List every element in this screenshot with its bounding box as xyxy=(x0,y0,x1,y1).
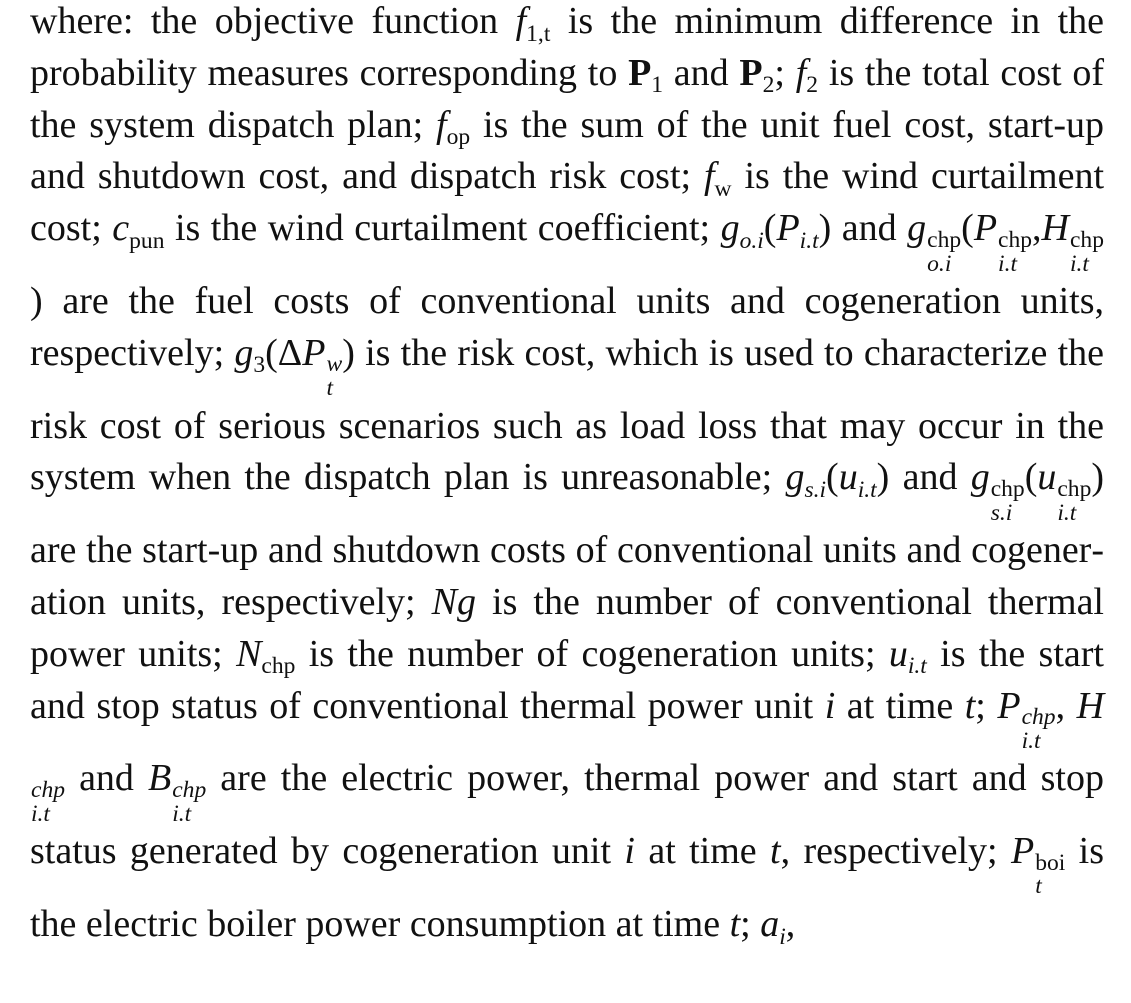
text-segment: is the total cost of the system dispatch plan; xyxy=(30,51,1104,146)
text-segment: is the electric boiler power consumption at time xyxy=(30,830,1104,945)
text-segment: is the number of cogeneration units; xyxy=(295,632,889,675)
text-segment: and xyxy=(663,51,740,94)
text-segment: are the fuel costs of conventional units and cogeneration units, respectively; xyxy=(30,280,1104,374)
text-segment: is the sum of the unit fuel cost, start-up and shutdown cost, and dispatch risk cost; xyxy=(30,103,1104,198)
math-t: t xyxy=(729,903,741,945)
math-gsi: gs.i(ui.t) xyxy=(785,456,890,503)
text-segment: is the wind curtailment cost; xyxy=(30,155,1104,250)
math-Bit-chp: B chp i.t xyxy=(148,757,207,827)
math-Hit-chp: H chp i.t xyxy=(31,684,1105,827)
math-g3: g3(ΔP w t ) xyxy=(234,331,355,402)
text-segment: , xyxy=(785,903,796,945)
math-ai: ai xyxy=(760,903,786,950)
math-fw: fw xyxy=(703,155,732,202)
text-segment: and xyxy=(889,456,971,499)
paper-paragraph xyxy=(30,0,1104,951)
math-fop: fop xyxy=(436,103,471,151)
text-segment: at time xyxy=(634,830,771,873)
text-segment: ; xyxy=(774,51,796,94)
math-f1t: f1,t xyxy=(515,0,551,47)
text-segment: and xyxy=(831,207,908,250)
math-P1: P1 xyxy=(628,51,664,99)
math-i: i xyxy=(624,830,635,873)
math-Pit-chp: P chp i.t xyxy=(997,684,1056,754)
math-uit: ui.t xyxy=(888,632,927,680)
math-Pt-boi: P boi t xyxy=(1010,830,1066,900)
math-Nchp: Nchp xyxy=(236,632,296,680)
math-gsi-chp: g chp s.i (u chp i.t ) xyxy=(970,456,1104,526)
math-goi-chp: g chp o.i (P chp i.t ,H chp i.t ) xyxy=(30,207,1104,323)
text-segment: ; xyxy=(975,684,998,727)
text-segment: is the risk cost, which is used to characterize the risk cost of serious scenarios such as load loss that may occur in the system when the dispatch plan is unreasonable; xyxy=(30,331,1104,499)
text-segment: and xyxy=(65,757,149,800)
text-segment: is the start and stop status of conventional thermal power unit xyxy=(30,632,1104,727)
math-cpun: cpun xyxy=(112,207,165,254)
math-t: t xyxy=(964,684,976,727)
text-segment: where: the objective function xyxy=(30,0,516,42)
text-segment: are the electric power, thermal power and start and stop status generated by cogeneration unit xyxy=(30,757,1104,873)
math-goi: go.i(Pi.t) xyxy=(720,207,832,254)
math-P2: P2 xyxy=(739,51,775,99)
text-segment: is the wind curtailment coefficient; xyxy=(164,207,721,250)
text-segment: are the start-up and shutdown costs of conventional units and cogeneration units, respectively; xyxy=(30,529,1104,624)
math-i: i xyxy=(824,684,836,727)
text-segment: ; xyxy=(740,903,761,945)
text-segment: is the minimum difference in the probability measures corresponding to xyxy=(30,0,1105,94)
text-segment: is the number of conventional thermal power units; xyxy=(30,581,1104,675)
math-t: t xyxy=(770,830,781,873)
text-segment: at time xyxy=(835,684,965,727)
text-segment: , xyxy=(1055,684,1077,727)
math-Ng: Ng xyxy=(431,581,476,624)
text-segment: , respectively; xyxy=(780,830,1011,873)
math-f2: f2 xyxy=(795,51,819,99)
